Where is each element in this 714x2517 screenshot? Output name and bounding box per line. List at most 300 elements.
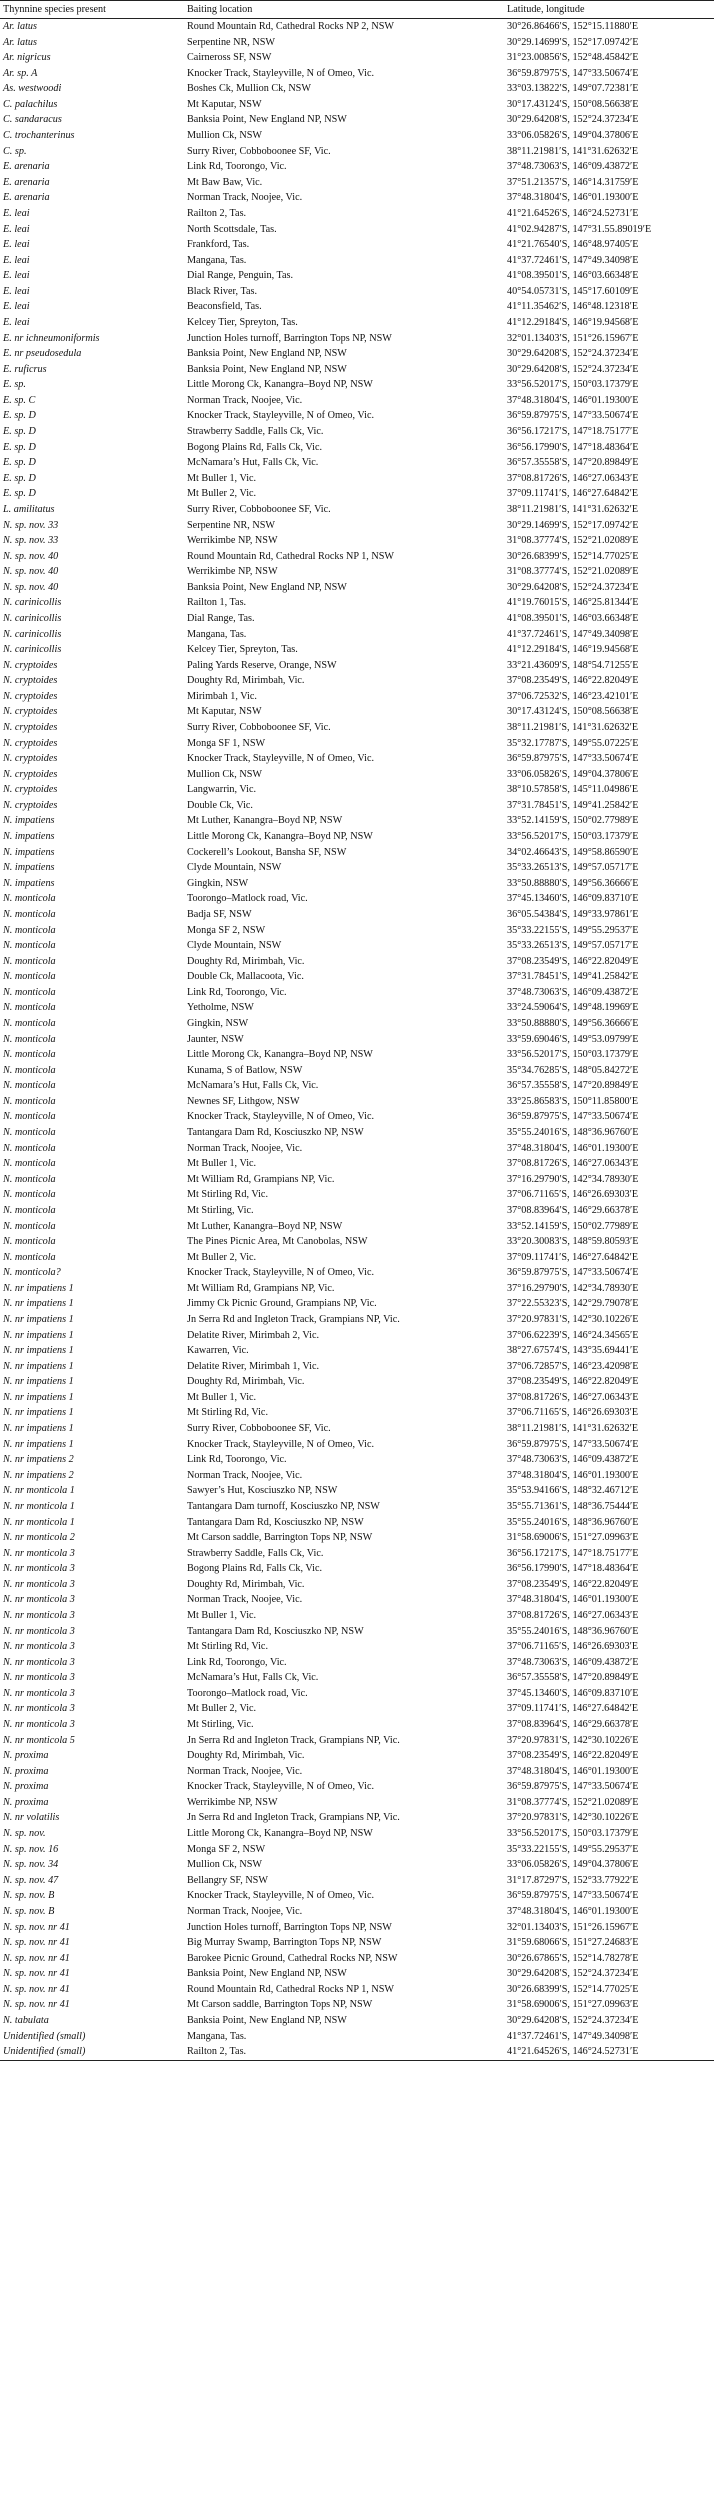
table-row bbox=[0, 1281, 714, 1297]
location-cell: Serpentine NR, NSW bbox=[187, 36, 275, 48]
species-cell: N. monticola bbox=[3, 1142, 56, 1154]
location-cell: Jimmy Ck Picnic Ground, Grampians NP, Vic. bbox=[187, 1298, 377, 1310]
latlong-cell: 37°48.31804′S, 146°01.19300′E bbox=[507, 1469, 639, 1481]
species-cell: E. sp. D bbox=[3, 457, 36, 469]
location-cell: Surry River, Cobboboonee SF, Vic. bbox=[187, 1423, 331, 1435]
location-cell: McNamara’s Hut, Falls Ck, Vic. bbox=[187, 457, 319, 469]
location-cell: Delatite River, Mirimbah 1, Vic. bbox=[187, 1360, 320, 1372]
species-cell: N. sp. nov. B bbox=[3, 1905, 55, 1917]
latlong-cell: 36°59.87975′S, 147°33.50674′E bbox=[507, 1781, 639, 1793]
location-cell: Banksia Point, New England NP, NSW bbox=[187, 2015, 347, 2026]
location-cell: Barokee Picnic Ground, Cathedral Rocks NP, NSW bbox=[187, 1952, 398, 1964]
location-cell: Link Rd, Toorongo, Vic. bbox=[187, 1454, 287, 1466]
latlong-cell: 30°29.64208′S, 152°24.37234′E bbox=[507, 363, 639, 375]
latlong-cell: 33°52.14159′S, 150°02.77989′E bbox=[507, 815, 639, 827]
species-cell: N. monticola bbox=[3, 1158, 56, 1170]
table-row bbox=[0, 1904, 714, 1920]
latlong-cell: 37°08.83964′S, 146°29.66378′E bbox=[507, 1719, 639, 1731]
table-row bbox=[0, 689, 714, 705]
header-location: Baiting location bbox=[187, 4, 253, 15]
table-row bbox=[0, 767, 714, 783]
location-cell: Beaconsfield, Tas. bbox=[187, 301, 262, 313]
location-cell: Dial Range, Tas. bbox=[187, 612, 255, 624]
location-cell: Jn Serra Rd and Ingleton Track, Grampians NP, Vic. bbox=[187, 1734, 400, 1746]
latlong-cell: 41°12.29184′S, 146°19.94568′E bbox=[507, 644, 639, 656]
latlong-cell: 37°08.81726′S, 146°27.06343′E bbox=[507, 1609, 639, 1621]
latlong-cell: 41°21.64526′S, 146°24.52731′E bbox=[507, 2046, 639, 2058]
species-cell: N. nr monticola 3 bbox=[3, 1641, 75, 1653]
location-cell: Gingkin, NSW bbox=[187, 877, 249, 889]
location-cell: Mt Luther, Kanangra–Boyd NP, NSW bbox=[187, 815, 343, 827]
location-cell: Tantangara Dam Rd, Kosciuszko NP, NSW bbox=[187, 1625, 364, 1637]
species-cell: E. leai bbox=[3, 301, 30, 313]
location-cell: Mullion Ck, NSW bbox=[187, 1859, 262, 1871]
location-cell: Mullion Ck, NSW bbox=[187, 130, 262, 142]
location-cell: The Pines Picnic Area, Mt Canobolas, NSW bbox=[187, 1236, 368, 1248]
species-cell: N. monticola bbox=[3, 955, 56, 967]
species-cell: N. sp. nov. 40 bbox=[3, 550, 59, 562]
table-row bbox=[0, 2013, 714, 2029]
species-cell: N. cryptoides bbox=[3, 784, 58, 796]
table-row bbox=[0, 1997, 714, 2013]
location-cell: Mt Stirling, Vic. bbox=[187, 1204, 254, 1216]
location-cell: Mt Baw Baw, Vic. bbox=[187, 176, 263, 188]
table-row bbox=[0, 627, 714, 643]
latlong-cell: 32°01.13403′S, 151°26.15967′E bbox=[507, 1921, 639, 1933]
location-cell: Mt Buller 2, Vic. bbox=[187, 488, 257, 500]
location-cell: Mt Buller 1, Vic. bbox=[187, 1158, 257, 1170]
table-row bbox=[0, 50, 714, 66]
latlong-cell: 31°08.37774′S, 152°21.02089′E bbox=[507, 1796, 639, 1808]
table-row bbox=[0, 1966, 714, 1982]
table-row bbox=[0, 1951, 714, 1967]
species-cell: N. monticola bbox=[3, 1095, 56, 1107]
table-row bbox=[0, 1437, 714, 1453]
location-cell: Doughty Rd, Mirimbah, Vic. bbox=[187, 955, 305, 967]
table-row bbox=[0, 346, 714, 362]
table-row bbox=[0, 1078, 714, 1094]
table-row bbox=[0, 891, 714, 907]
table-row bbox=[0, 1063, 714, 1079]
species-cell: E. nr pseudosedula bbox=[3, 348, 82, 360]
table-row bbox=[0, 299, 714, 315]
table-row bbox=[0, 2044, 714, 2060]
location-cell: Round Mountain Rd, Cathedral Rocks NP 2, NSW bbox=[187, 21, 395, 32]
location-cell: Kunama, S of Batlow, NSW bbox=[187, 1064, 303, 1076]
location-cell: Knocker Track, Stayleyville, N of Omeo, Vic. bbox=[187, 67, 375, 79]
species-cell: N. sp. nov. 34 bbox=[3, 1859, 59, 1871]
location-cell: Norman Track, Noojee, Vic. bbox=[187, 1142, 303, 1154]
table-row bbox=[0, 1920, 714, 1936]
location-cell: Banksia Point, New England NP, NSW bbox=[187, 114, 347, 126]
latlong-cell: 35°55.24016′S, 148°36.96760′E bbox=[507, 1127, 639, 1139]
table-row bbox=[0, 1686, 714, 1702]
table-row bbox=[0, 362, 714, 378]
species-cell: N. cryptoides bbox=[3, 690, 58, 702]
latlong-cell: 36°56.17990′S, 147°18.48364′E bbox=[507, 441, 639, 453]
table-row bbox=[0, 1156, 714, 1172]
latlong-cell: 30°29.64208′S, 152°24.37234′E bbox=[507, 2015, 639, 2026]
latlong-cell: 37°09.11741′S, 146°27.64842′E bbox=[507, 488, 639, 500]
table-row bbox=[0, 2029, 714, 2045]
species-cell: N. nr monticola 3 bbox=[3, 1563, 75, 1575]
latlong-cell: 33°56.52017′S, 150°03.17379′E bbox=[507, 1049, 639, 1061]
table-row bbox=[0, 1810, 714, 1826]
table-row bbox=[0, 1577, 714, 1593]
species-cell: N. proxima bbox=[3, 1765, 49, 1777]
species-cell: N. impatiens bbox=[3, 862, 55, 874]
species-cell: N. nr impatiens 2 bbox=[3, 1469, 74, 1481]
table-row bbox=[0, 704, 714, 720]
species-cell: E. leai bbox=[3, 239, 30, 251]
table-row bbox=[0, 720, 714, 736]
location-cell: Black River, Tas. bbox=[187, 285, 257, 297]
species-cell: N. monticola bbox=[3, 1002, 56, 1014]
location-cell: McNamara’s Hut, Falls Ck, Vic. bbox=[187, 1080, 319, 1092]
latlong-cell: 33°56.52017′S, 150°03.17379′E bbox=[507, 831, 639, 843]
latlong-cell: 33°59.69046′S, 149°53.09799′E bbox=[507, 1033, 639, 1045]
location-cell: Kelcey Tier, Spreyton, Tas. bbox=[187, 316, 298, 328]
location-cell: Junction Holes turnoff, Barrington Tops NP, NSW bbox=[187, 1921, 392, 1933]
species-cell: N. nr impatiens 1 bbox=[3, 1282, 74, 1294]
location-cell: Norman Track, Noojee, Vic. bbox=[187, 1765, 303, 1777]
latlong-cell: 30°26.68399′S, 152°14.77025′E bbox=[507, 550, 639, 562]
location-cell: Surry River, Cobboboonee SF, Vic. bbox=[187, 503, 331, 515]
table-row bbox=[0, 377, 714, 393]
latlong-cell: 37°48.31804′S, 146°01.19300′E bbox=[507, 1142, 639, 1154]
location-cell: Double Ck, Vic. bbox=[187, 799, 253, 811]
latlong-cell: 35°34.76285′S, 148°05.84272′E bbox=[507, 1064, 639, 1076]
latlong-cell: 41°37.72461′S, 147°49.34098′E bbox=[507, 2030, 639, 2042]
table-row bbox=[0, 1390, 714, 1406]
table-row bbox=[0, 1499, 714, 1515]
location-cell: Railton 1, Tas. bbox=[187, 597, 247, 609]
latlong-cell: 37°48.73063′S, 146°09.43872′E bbox=[507, 1454, 639, 1466]
species-cell: N. sp. nov. nr 41 bbox=[3, 1921, 70, 1933]
species-cell: N. monticola? bbox=[3, 1267, 61, 1279]
species-cell: N. monticola bbox=[3, 1127, 56, 1139]
latlong-cell: 38°11.21981′S, 141°31.62632′E bbox=[507, 1423, 639, 1435]
latlong-cell: 37°08.23549′S, 146°22.82049′E bbox=[507, 1750, 639, 1762]
table-row bbox=[0, 1312, 714, 1328]
table-row bbox=[0, 159, 714, 175]
latlong-cell: 37°48.31804′S, 146°01.19300′E bbox=[507, 192, 639, 204]
species-cell: N. nr impatiens 1 bbox=[3, 1438, 74, 1450]
species-cell: N. nr impatiens 2 bbox=[3, 1454, 74, 1466]
table-row bbox=[0, 424, 714, 440]
species-cell: N. sp. nov. 33 bbox=[3, 535, 59, 547]
location-cell: Mt William Rd, Grampians NP, Vic. bbox=[187, 1282, 335, 1294]
latlong-cell: 36°59.87975′S, 147°33.50674′E bbox=[507, 1438, 639, 1450]
table-row bbox=[0, 1530, 714, 1546]
header-species: Thynnine species present bbox=[3, 4, 106, 15]
latlong-cell: 37°31.78451′S, 149°41.25842′E bbox=[507, 799, 639, 811]
species-cell: N. proxima bbox=[3, 1781, 49, 1793]
location-cell: Banksia Point, New England NP, NSW bbox=[187, 363, 347, 375]
location-cell: Newnes SF, Lithgow, NSW bbox=[187, 1095, 300, 1107]
location-cell: Werrikimbe NP, NSW bbox=[187, 1796, 278, 1808]
location-cell: Little Morong Ck, Kanangra–Boyd NP, NSW bbox=[187, 379, 373, 391]
location-cell: Knocker Track, Stayleyville, N of Omeo, Vic. bbox=[187, 1111, 375, 1123]
latlong-cell: 35°55.71361′S, 148°36.75444′E bbox=[507, 1500, 639, 1512]
table-row bbox=[0, 331, 714, 347]
species-cell: N. cryptoides bbox=[3, 737, 58, 749]
location-cell: Serpentine NR, NSW bbox=[187, 519, 275, 531]
location-cell: Bogong Plains Rd, Falls Ck, Vic. bbox=[187, 1563, 323, 1575]
species-cell: Ar. latus bbox=[3, 21, 37, 32]
location-cell: Knocker Track, Stayleyville, N of Omeo, Vic. bbox=[187, 1438, 375, 1450]
location-cell: Little Morong Ck, Kanangra–Boyd NP, NSW bbox=[187, 831, 373, 843]
species-cell: N. monticola bbox=[3, 1204, 56, 1216]
location-cell: Norman Track, Noojee, Vic. bbox=[187, 1594, 303, 1606]
table-row bbox=[0, 502, 714, 518]
table-row bbox=[0, 1670, 714, 1686]
latlong-cell: 41°21.76540′S, 146°48.97405′E bbox=[507, 239, 639, 251]
location-cell: Mt Carson saddle, Barrington Tops NP, NSW bbox=[187, 1532, 373, 1544]
location-cell: Mt Buller 1, Vic. bbox=[187, 1391, 257, 1403]
species-cell: N. nr monticola 3 bbox=[3, 1625, 75, 1637]
latlong-cell: 37°08.83964′S, 146°29.66378′E bbox=[507, 1204, 639, 1216]
species-cell: N. monticola bbox=[3, 1018, 56, 1029]
location-cell: Knocker Track, Stayleyville, N of Omeo, Vic. bbox=[187, 1890, 375, 1902]
location-cell: Delatite River, Mirimbah 2, Vic. bbox=[187, 1329, 320, 1341]
location-cell: Jn Serra Rd and Ingleton Track, Grampians NP, Vic. bbox=[187, 1313, 400, 1325]
latlong-cell: 30°29.64208′S, 152°24.37234′E bbox=[507, 581, 639, 593]
latlong-cell: 37°08.23549′S, 146°22.82049′E bbox=[507, 1578, 639, 1590]
species-cell: N. sp. nov. nr 41 bbox=[3, 1999, 70, 2011]
species-cell: N. carinicollis bbox=[3, 597, 62, 609]
table-row bbox=[0, 1592, 714, 1608]
species-cell: N. sp. nov. nr 41 bbox=[3, 1983, 70, 1995]
table-row bbox=[0, 471, 714, 487]
table-row bbox=[0, 1842, 714, 1858]
latlong-cell: 33°52.14159′S, 150°02.77989′E bbox=[507, 1220, 639, 1232]
species-cell: N. nr monticola 1 bbox=[3, 1485, 75, 1497]
table-row bbox=[0, 1701, 714, 1717]
location-cell: Clyde Mountain, NSW bbox=[187, 940, 282, 952]
table-row bbox=[0, 1359, 714, 1375]
latlong-cell: 36°56.17990′S, 147°18.48364′E bbox=[507, 1563, 639, 1575]
latlong-cell: 30°26.86466′S, 152°15.11880′E bbox=[507, 21, 639, 32]
table-row bbox=[0, 642, 714, 658]
species-cell: N. nr monticola 2 bbox=[3, 1532, 75, 1544]
table-row bbox=[0, 1421, 714, 1437]
latlong-cell: 31°08.37774′S, 152°21.02089′E bbox=[507, 535, 639, 547]
latlong-cell: 37°20.97831′S, 142°30.10226′E bbox=[507, 1734, 639, 1746]
species-cell: E. sp. D bbox=[3, 426, 36, 438]
latlong-cell: 36°59.87975′S, 147°33.50674′E bbox=[507, 410, 639, 422]
latlong-cell: 35°55.24016′S, 148°36.96760′E bbox=[507, 1625, 639, 1637]
location-cell: Round Mountain Rd, Cathedral Rocks NP 1, NSW bbox=[187, 550, 395, 562]
species-cell: N. monticola bbox=[3, 971, 56, 983]
species-cell: E. nr ichneumoniformis bbox=[3, 332, 100, 344]
latlong-cell: 37°48.31804′S, 146°01.19300′E bbox=[507, 1905, 639, 1917]
species-cell: E. arenaria bbox=[3, 161, 50, 173]
species-cell: N. nr impatiens 1 bbox=[3, 1313, 74, 1325]
latlong-cell: 35°55.24016′S, 148°36.96760′E bbox=[507, 1516, 639, 1528]
species-cell: N. monticola bbox=[3, 1111, 56, 1123]
location-cell: Railton 2, Tas. bbox=[187, 207, 247, 219]
species-cell: N. monticola bbox=[3, 1220, 56, 1232]
location-cell: Norman Track, Noojee, Vic. bbox=[187, 1469, 303, 1481]
table-row bbox=[0, 1250, 714, 1266]
species-cell: N. sp. nov. bbox=[3, 1828, 46, 1840]
location-cell: Mt Luther, Kanangra–Boyd NP, NSW bbox=[187, 1220, 343, 1232]
table-row bbox=[0, 1172, 714, 1188]
species-cell: N. nr monticola 3 bbox=[3, 1703, 75, 1715]
location-cell: Mt Stirling Rd, Vic. bbox=[187, 1189, 268, 1201]
table-row bbox=[0, 1141, 714, 1157]
location-cell: Knocker Track, Stayleyville, N of Omeo, Vic. bbox=[187, 753, 375, 765]
latlong-cell: 37°20.97831′S, 142°30.10226′E bbox=[507, 1812, 639, 1824]
species-cell: L. amilitatus bbox=[3, 503, 55, 515]
latlong-cell: 37°51.21357′S, 146°14.31759′E bbox=[507, 176, 639, 188]
location-cell: Werrikimbe NP, NSW bbox=[187, 566, 278, 578]
latlong-cell: 31°23.00856′S, 152°48.45842′E bbox=[507, 52, 639, 64]
latlong-cell: 36°59.87975′S, 147°33.50674′E bbox=[507, 67, 639, 79]
location-cell: Tantangara Dam Rd, Kosciuszko NP, NSW bbox=[187, 1127, 364, 1139]
species-cell: N. nr monticola 1 bbox=[3, 1516, 75, 1528]
latlong-cell: 37°08.23549′S, 146°22.82049′E bbox=[507, 955, 639, 967]
species-cell: E. sp. D bbox=[3, 410, 36, 422]
location-cell: Railton 2, Tas. bbox=[187, 2046, 247, 2058]
latlong-cell: 30°17.43124′S, 150°08.56638′E bbox=[507, 98, 639, 110]
latlong-cell: 35°53.94166′S, 148°32.46712′E bbox=[507, 1485, 639, 1497]
latlong-cell: 37°16.29790′S, 142°34.78930′E bbox=[507, 1173, 639, 1185]
latlong-cell: 38°10.57858′S, 145°11.04986′E bbox=[507, 784, 639, 796]
species-cell: N. monticola bbox=[3, 1080, 56, 1092]
location-cell: Knocker Track, Stayleyville, N of Omeo, Vic. bbox=[187, 1267, 375, 1279]
table-row bbox=[0, 1888, 714, 1904]
table-row bbox=[0, 1328, 714, 1344]
latlong-cell: 37°08.81726′S, 146°27.06343′E bbox=[507, 472, 639, 484]
latlong-cell: 36°56.17217′S, 147°18.75177′E bbox=[507, 1547, 639, 1559]
species-cell: E. sp. bbox=[3, 379, 26, 391]
latlong-cell: 41°12.29184′S, 146°19.94568′E bbox=[507, 316, 639, 328]
species-cell: N. monticola bbox=[3, 1033, 56, 1045]
location-cell: Frankford, Tas. bbox=[187, 239, 250, 251]
species-cell: E. leai bbox=[3, 254, 30, 266]
table-row bbox=[0, 1234, 714, 1250]
latlong-cell: 38°11.21981′S, 141°31.62632′E bbox=[507, 145, 639, 157]
table-row bbox=[0, 1468, 714, 1484]
species-cell: N. monticola bbox=[3, 1189, 56, 1201]
location-cell: Cairneross SF, NSW bbox=[187, 52, 272, 64]
latlong-cell: 33°20.30083′S, 148°59.80593′E bbox=[507, 1236, 639, 1248]
location-cell: Badja SF, NSW bbox=[187, 908, 252, 920]
location-cell: Mt Buller 2, Vic. bbox=[187, 1251, 257, 1263]
latlong-cell: 41°19.76015′S, 146°25.81344′E bbox=[507, 597, 639, 609]
location-cell: Yetholme, NSW bbox=[187, 1002, 254, 1014]
table-row bbox=[0, 19, 714, 35]
species-cell: N. cryptoides bbox=[3, 659, 58, 671]
latlong-cell: 38°27.67574′S, 143°35.69441′E bbox=[507, 1345, 639, 1357]
table-row bbox=[0, 518, 714, 534]
species-cell: N. monticola bbox=[3, 1251, 56, 1263]
table-row bbox=[0, 1452, 714, 1468]
species-cell: N. nr volatilis bbox=[3, 1812, 60, 1824]
location-cell: Mt Kaputar, NSW bbox=[187, 98, 262, 110]
table-row bbox=[0, 673, 714, 689]
latlong-cell: 41°02.94287′S, 147°31.55.89019′E bbox=[507, 223, 652, 235]
latlong-cell: 34°02.46643′S, 149°58.86590′E bbox=[507, 846, 639, 858]
location-cell: Strawberry Saddle, Falls Ck, Vic. bbox=[187, 1547, 324, 1559]
latlong-cell: 37°09.11741′S, 146°27.64842′E bbox=[507, 1703, 639, 1715]
location-cell: Bogong Plains Rd, Falls Ck, Vic. bbox=[187, 441, 323, 453]
species-cell: E. sp. C bbox=[3, 394, 36, 406]
latlong-cell: 37°08.23549′S, 146°22.82049′E bbox=[507, 675, 639, 687]
species-cell: N. impatiens bbox=[3, 846, 55, 858]
latlong-cell: 30°29.64208′S, 152°24.37234′E bbox=[507, 348, 639, 360]
species-cell: N. cryptoides bbox=[3, 799, 58, 811]
species-cell: C. sandaracus bbox=[3, 114, 62, 126]
location-cell: Monga SF 2, NSW bbox=[187, 924, 266, 936]
species-cell: N. sp. nov. 47 bbox=[3, 1874, 59, 1886]
location-cell: Link Rd, Toorongo, Vic. bbox=[187, 161, 287, 173]
species-cell: E. leai bbox=[3, 316, 30, 328]
species-cell: N. nr impatiens 1 bbox=[3, 1423, 74, 1435]
location-cell: Link Rd, Toorongo, Vic. bbox=[187, 1656, 287, 1668]
latlong-cell: 33°24.59064′S, 149°48.19969′E bbox=[507, 1002, 639, 1014]
location-cell: Norman Track, Noojee, Vic. bbox=[187, 192, 303, 204]
latlong-cell: 30°17.43124′S, 150°08.56638′E bbox=[507, 706, 639, 718]
location-cell: Banksia Point, New England NP, NSW bbox=[187, 348, 347, 360]
species-cell: Ar. latus bbox=[3, 36, 37, 48]
table-row bbox=[0, 595, 714, 611]
location-cell: Clyde Mountain, NSW bbox=[187, 862, 282, 874]
table-row bbox=[0, 66, 714, 82]
location-cell: Mangana, Tas. bbox=[187, 2030, 247, 2042]
latlong-cell: 33°06.05826′S, 149°04.37806′E bbox=[507, 130, 639, 142]
location-cell: Strawberry Saddle, Falls Ck, Vic. bbox=[187, 426, 324, 438]
species-cell: N. nr impatiens 1 bbox=[3, 1329, 74, 1341]
table-row bbox=[0, 580, 714, 596]
table-row bbox=[0, 1032, 714, 1048]
table-row bbox=[0, 1935, 714, 1951]
species-cell: N. nr monticola 3 bbox=[3, 1578, 75, 1590]
location-cell: Toorongo–Matlock road, Vic. bbox=[187, 893, 308, 905]
species-cell: N. sp. nov. 40 bbox=[3, 581, 59, 593]
table-row bbox=[0, 907, 714, 923]
table-row bbox=[0, 1094, 714, 1110]
latlong-cell: 36°59.87975′S, 147°33.50674′E bbox=[507, 1111, 639, 1123]
location-cell: Little Morong Ck, Kanangra–Boyd NP, NSW bbox=[187, 1828, 373, 1840]
latlong-cell: 36°59.87975′S, 147°33.50674′E bbox=[507, 1267, 639, 1279]
table-row bbox=[0, 440, 714, 456]
table-row bbox=[0, 1826, 714, 1842]
table-row bbox=[0, 845, 714, 861]
location-cell: Mangana, Tas. bbox=[187, 254, 247, 266]
location-cell: Mt Stirling Rd, Vic. bbox=[187, 1407, 268, 1419]
species-cell: N. monticola bbox=[3, 908, 56, 920]
location-cell: Link Rd, Toorongo, Vic. bbox=[187, 986, 287, 998]
latlong-cell: 41°11.35462′S, 146°48.12318′E bbox=[507, 301, 639, 313]
latlong-cell: 37°48.31804′S, 146°01.19300′E bbox=[507, 1765, 639, 1777]
species-cell: N. monticola bbox=[3, 986, 56, 998]
latlong-cell: 30°29.14699′S, 152°17.09742′E bbox=[507, 36, 639, 48]
latlong-cell: 33°50.88880′S, 149°56.36666′E bbox=[507, 1018, 639, 1029]
location-cell: Mt Buller 1, Vic. bbox=[187, 472, 257, 484]
table-row bbox=[0, 1296, 714, 1312]
location-cell: Mt Buller 2, Vic. bbox=[187, 1703, 257, 1715]
species-cell: N. nr monticola 3 bbox=[3, 1672, 75, 1684]
latlong-cell: 37°08.23549′S, 146°22.82049′E bbox=[507, 1376, 639, 1388]
location-cell: Gingkin, NSW bbox=[187, 1018, 249, 1029]
location-cell: Doughty Rd, Mirimbah, Vic. bbox=[187, 1750, 305, 1762]
table-row bbox=[0, 1748, 714, 1764]
table-row bbox=[0, 455, 714, 471]
latlong-cell: 41°21.64526′S, 146°24.52731′E bbox=[507, 207, 639, 219]
